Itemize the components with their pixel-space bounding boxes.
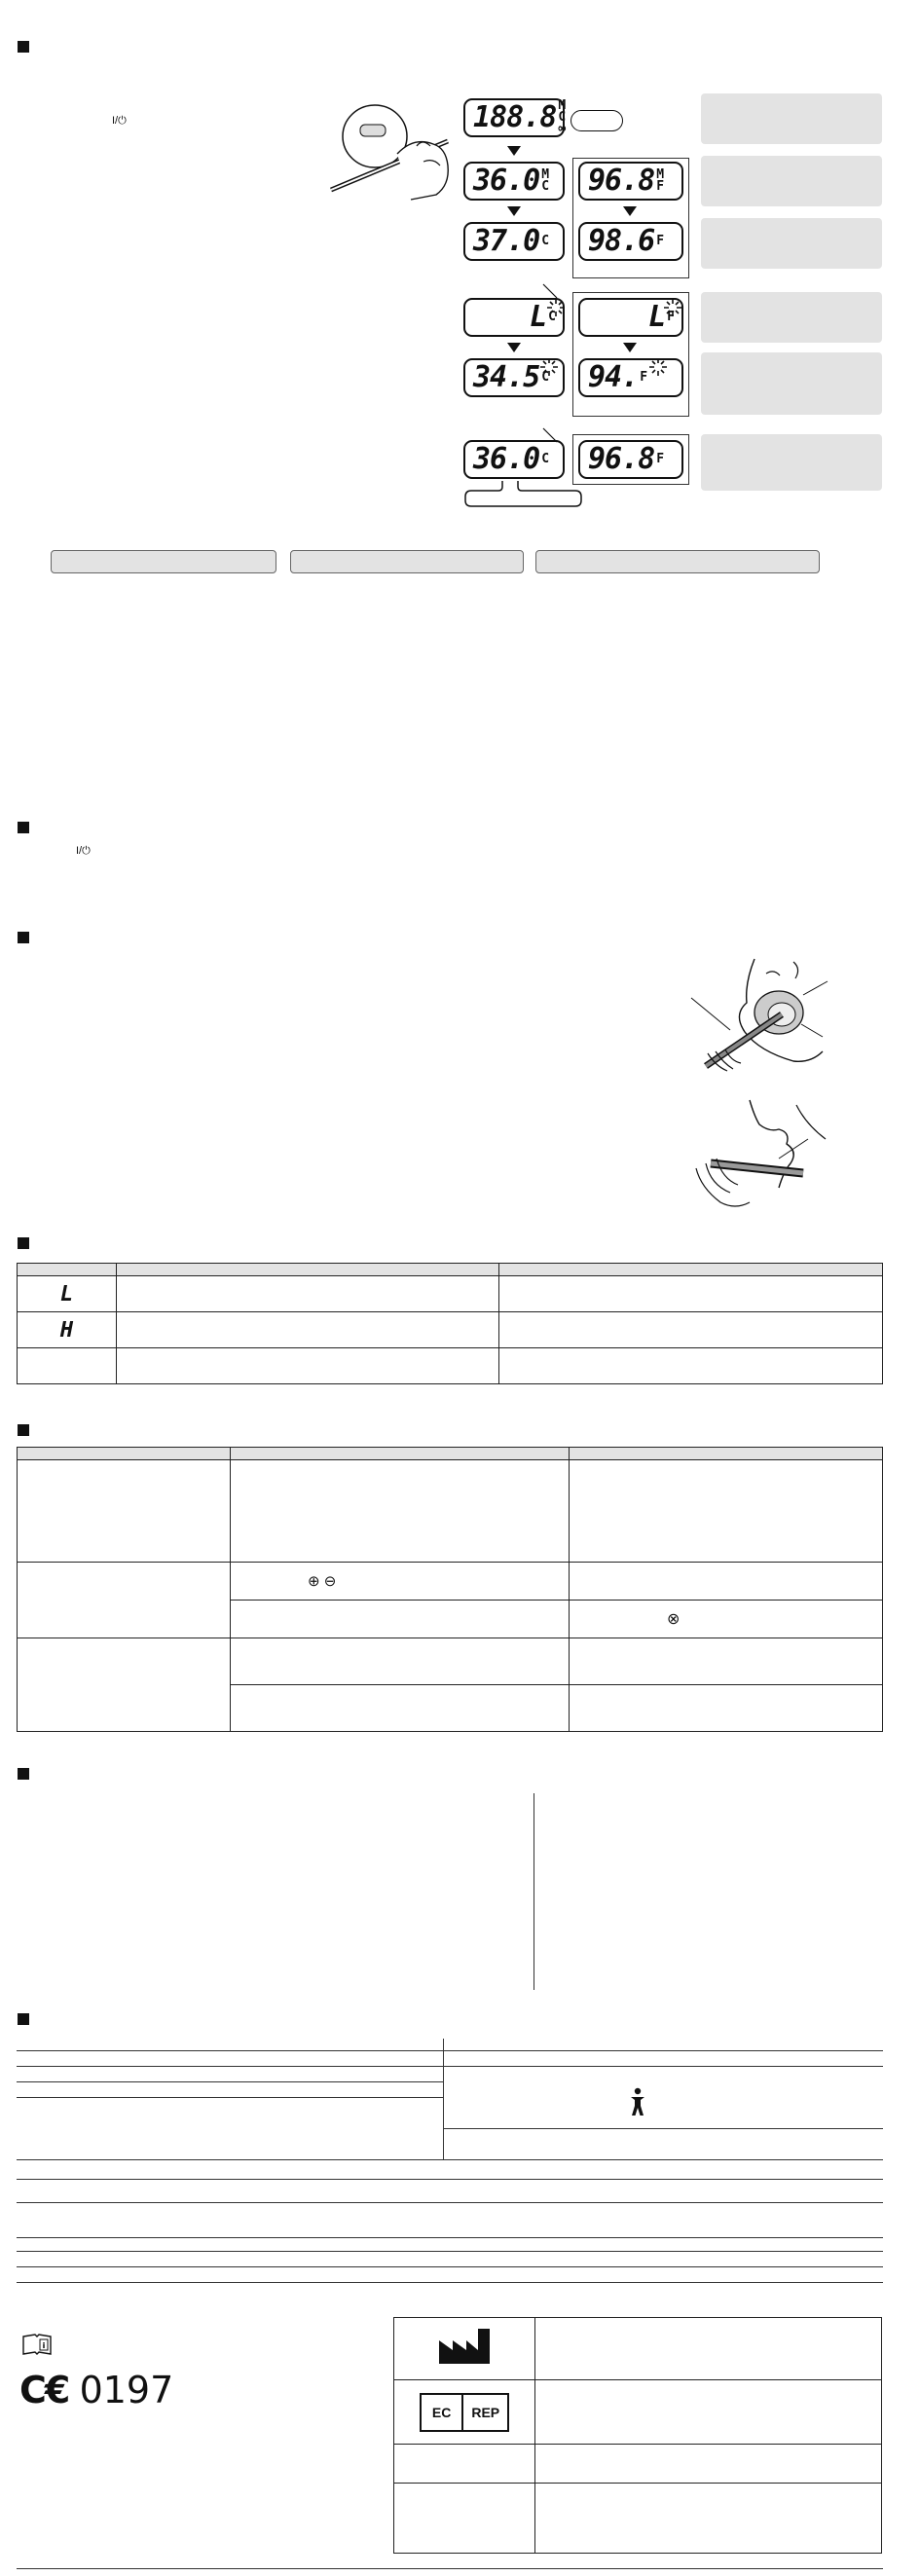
error-indicator-table <box>17 1263 883 1384</box>
buzzer-off-icon: ⊗ <box>667 1611 681 1628</box>
section-marker <box>18 822 29 833</box>
description-box <box>701 352 882 415</box>
blink-sparkle-icon <box>538 356 560 378</box>
ce-mark <box>19 2369 174 2411</box>
arrow-down-icon <box>507 206 521 216</box>
table-row <box>18 1276 883 1312</box>
ce-mark-text: C€ <box>19 2369 69 2411</box>
rep-label: REP <box>471 2404 500 2420</box>
error-symbol: L <box>18 1276 117 1312</box>
display-callout <box>570 110 623 131</box>
lcd-display-low-f: L F <box>578 298 683 337</box>
hand-pressing-button-illustration <box>321 97 462 204</box>
notified-body-number: 0197 <box>79 2369 174 2411</box>
description-box <box>701 218 882 269</box>
spec-rule <box>443 2128 883 2129</box>
arrow-down-icon <box>623 206 637 216</box>
thermometer-under-tongue-illustration <box>681 1095 832 1217</box>
oral-measurement-illustration <box>686 954 837 1090</box>
section-marker <box>18 932 29 943</box>
table-row <box>18 1563 883 1601</box>
lcd-display-low-c: L C <box>463 298 565 337</box>
arrow-down-icon <box>507 343 521 352</box>
lcd-display-memory-f: 96.8 M F <box>578 162 683 201</box>
arrow-down-icon <box>507 146 521 156</box>
section-marker <box>18 1424 29 1436</box>
celsius-unit: C <box>558 110 566 126</box>
description-box <box>701 434 882 491</box>
power-symbol: I/⏻ <box>112 115 127 127</box>
table-row <box>18 1460 883 1563</box>
lcd-display-ready-c: 37.0 C <box>463 222 565 261</box>
pointer-line <box>541 426 561 446</box>
spec-rule <box>17 2050 883 2051</box>
section-marker <box>18 1768 29 1780</box>
ec-label: EC <box>422 2395 463 2430</box>
type-bf-person-icon <box>628 2087 647 2116</box>
infinity-indicator: ∞ <box>558 121 566 136</box>
spec-rule <box>17 2266 883 2267</box>
section-marker <box>18 1237 29 1249</box>
memory-indicator: M <box>558 98 566 114</box>
section-marker <box>18 2013 29 2025</box>
lcd-display-ready-f: 98.6 F <box>578 222 683 261</box>
spec-rule <box>17 2282 883 2283</box>
description-box <box>701 156 882 206</box>
lcd-display-final-f: 96.8 F <box>578 440 683 479</box>
spec-rule <box>17 2237 883 2238</box>
table-row <box>394 2318 882 2380</box>
blink-sparkle-icon <box>662 297 683 318</box>
lcd-display-measuring-f: 94. F <box>578 358 683 397</box>
battery-polarity-icon: ⊕ ⊖ <box>308 1573 337 1590</box>
table-row <box>18 1638 883 1685</box>
button-bar <box>290 550 524 573</box>
lcd-value: 188.8 <box>473 100 557 134</box>
ec-rep-icon <box>420 2393 509 2432</box>
spec-rule <box>17 2251 883 2252</box>
spec-divider <box>443 2039 444 2160</box>
power-symbol: I/⏻ <box>76 845 91 857</box>
blink-sparkle-icon <box>647 356 669 378</box>
description-box <box>701 292 882 343</box>
consult-instructions-icon <box>21 2333 53 2356</box>
table-row <box>394 2445 882 2484</box>
table-row <box>394 2380 882 2445</box>
spec-rule <box>17 2081 443 2082</box>
spec-rule <box>17 2202 883 2203</box>
lcd-display-test <box>463 98 565 137</box>
table-row <box>18 1312 883 1348</box>
bracket-callout <box>463 479 585 518</box>
table-row <box>18 1348 883 1384</box>
error-symbol <box>18 1348 117 1384</box>
button-bar <box>535 550 820 573</box>
pointer-line <box>541 282 561 302</box>
symbols-legend-table <box>393 2317 882 2554</box>
error-symbol: H <box>18 1312 117 1348</box>
arrow-down-icon <box>623 343 637 352</box>
button-bar <box>51 550 276 573</box>
spec-rule <box>17 2159 883 2160</box>
spec-rule <box>17 2097 443 2098</box>
spec-rule <box>17 2179 883 2180</box>
table-header-row <box>18 1448 883 1460</box>
section-marker <box>18 41 29 53</box>
spec-rule <box>17 2066 883 2067</box>
description-box <box>701 93 882 144</box>
bottom-rule <box>17 2568 883 2569</box>
lcd-display-measuring-c: 34.5 C <box>463 358 565 397</box>
svg-text:i: i <box>42 2341 46 2350</box>
table-header-row <box>18 1264 883 1276</box>
manufacturer-icon <box>435 2327 494 2366</box>
table-row <box>394 2484 882 2554</box>
lcd-display-final-c: 36.0 C <box>463 440 565 479</box>
lcd-display-memory-c: 36.0 M C <box>463 162 565 201</box>
troubleshooting-table <box>17 1447 883 1732</box>
